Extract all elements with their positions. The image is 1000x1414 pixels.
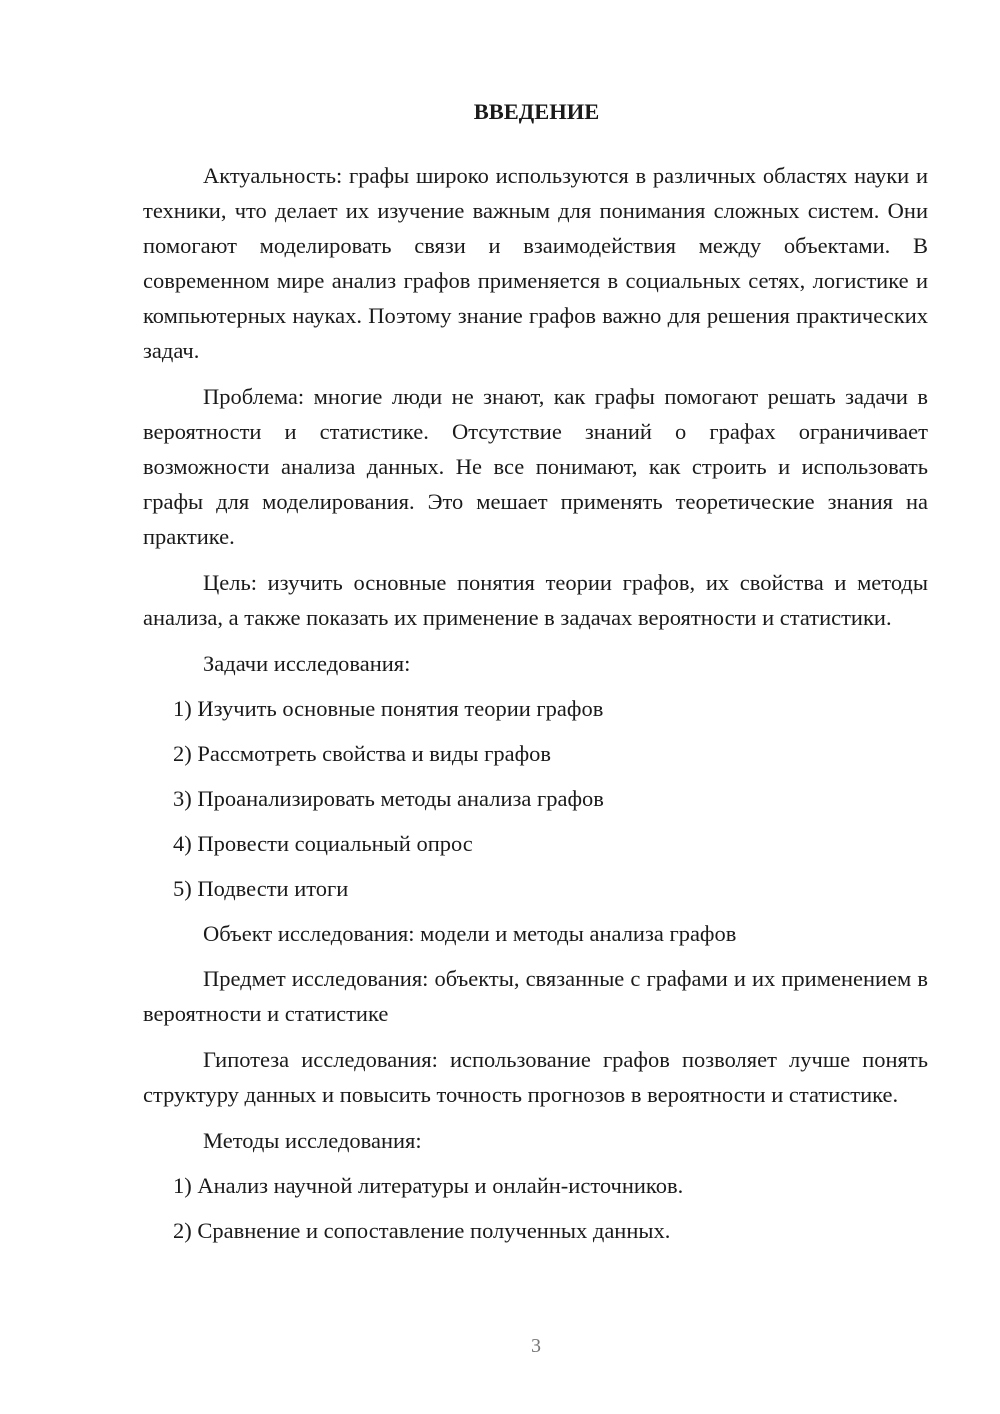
- list-item: 4) Провести социальный опрос: [173, 831, 473, 856]
- paragraph-object: Объект исследования: модели и методы анализа графов: [203, 921, 737, 946]
- list-item: 1) Изучить основные понятия теории графов: [173, 696, 604, 721]
- methods-title: Методы исследования:: [203, 1128, 422, 1153]
- page-number: 3: [531, 1335, 541, 1357]
- list-item: 2) Рассмотреть свойства и виды графов: [173, 741, 552, 766]
- tasks-list: [143, 691, 928, 906]
- list-item: 5) Подвести итоги: [173, 876, 349, 901]
- list-item: 3) Проанализировать методы анализа графов: [173, 786, 604, 811]
- paragraph-subject: Предмет исследования: объекты, связанные с графами и их применением в вероятности и статистике: [143, 966, 928, 1026]
- paragraph-hypothesis: Гипотеза исследования: использование графов позволяет лучше понять структуру данных и повысить точность прогнозов в вероятности и статистике.: [143, 1047, 928, 1107]
- list-item: 2) Сравнение и сопоставление полученных данных.: [173, 1218, 671, 1243]
- tasks-title: Задачи исследования:: [203, 651, 411, 676]
- list-item: 1) Анализ научной литературы и онлайн-источников.: [173, 1173, 684, 1198]
- paragraph-problem: Проблема: многие люди не знают, как графы помогают решать задачи в вероятности и статистике. Отсутствие знаний о графах ограничивает возможности анализа данных. Не все понимают, как строить и использовать графы для моделирования. Это мешает применять теоретические знания на практике.: [143, 384, 928, 549]
- paragraph-relevance: Актуальность: графы широко используются в различных областях науки и техники, что делает их изучение важным для понимания сложных систем. Они помогают моделировать связи и взаимодействия между объектами. В современном мире анализ графов применяется в социальных сетях, логистике и компьютерных науках. Поэтому знание графов важно для решения практических задач.: [143, 163, 928, 363]
- paragraph-goal: Цель: изучить основные понятия теории графов, их свойства и методы анализа, а также показать их применение в задачах вероятности и статистики.: [143, 570, 928, 630]
- page-body: [143, 96, 928, 1248]
- methods-list: [143, 1168, 928, 1248]
- section-heading: ВВЕДЕНИЕ: [473, 99, 600, 124]
